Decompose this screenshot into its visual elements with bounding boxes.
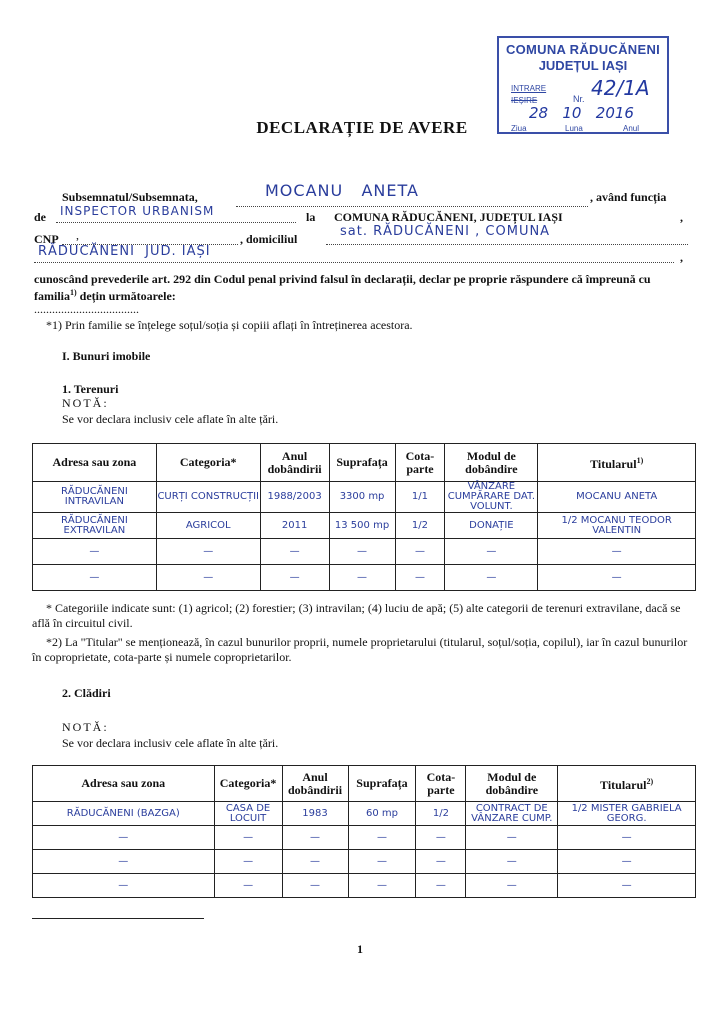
col-titular-sup: 2): [646, 777, 654, 786]
table-row: [33, 539, 696, 565]
table-cell: 1988/2003: [260, 482, 329, 513]
table-row: [33, 513, 696, 539]
footnote-rule: [32, 918, 204, 919]
table-cell: —: [282, 826, 348, 850]
table-cell: —: [445, 565, 538, 591]
la-label: la: [306, 210, 316, 224]
table-cell: —: [214, 874, 282, 898]
table-cell: VÂNZARE CUMPĂRARE DAT. VOLUNT.: [445, 482, 538, 513]
table-cell: —: [416, 850, 466, 874]
table-cell: CASA DE LOCUIT: [214, 802, 282, 826]
cladiri-heading: 2. Clădiri: [62, 686, 111, 700]
terenuri-table: [32, 443, 696, 591]
col-anul: Anul dobândirii: [282, 766, 348, 802]
table-cell: —: [466, 826, 558, 850]
table-cell: —: [395, 565, 445, 591]
table-cell: CURȚI CONSTRUCȚII: [156, 482, 260, 513]
table-row: [33, 565, 696, 591]
table-cell: 2011: [260, 513, 329, 539]
table-cell: 1/2: [416, 802, 466, 826]
stamp-nr-label: Nr.: [573, 94, 585, 104]
table-cell: —: [33, 826, 215, 850]
categories-note: * Categoriile indicate sunt: (1) agricol; (2) forestier; (3) intravilan; (4) luciu de apă; (5) alte categorii de terenuri extravilane, dacă se află în circuitul civil.: [32, 601, 681, 630]
section-1-heading: I. Bunuri imobile: [62, 349, 151, 363]
family-footnote: *1) Prin familie se înțelege soțul/soția și copiii aflați în întreținerea acestora.: [46, 318, 413, 332]
col-categoria: Categoria*: [156, 444, 260, 482]
comma-1: ,: [680, 210, 683, 224]
table-cell: —: [348, 850, 416, 874]
table-cell: DONAȚIE: [445, 513, 538, 539]
col-categoria: Categoria*: [214, 766, 282, 802]
statement-end: dețin următoarele:: [76, 289, 176, 303]
col-cota: Cota-parte: [395, 444, 445, 482]
cnp-value: ,: [76, 228, 79, 242]
col-modul: Modul de dobândire: [445, 444, 538, 482]
table-cell: —: [558, 850, 696, 874]
function-value: INSPECTOR URBANISM: [60, 204, 215, 218]
statement-sup: 1): [70, 288, 77, 297]
col-titular-sup: 1): [636, 456, 644, 465]
comma-2: ,: [680, 250, 683, 264]
cladiri-table: [32, 765, 696, 898]
function-label: , având funcția: [590, 190, 667, 204]
table-cell: RĂDUCĂNENI EXTRAVILAN: [33, 513, 157, 539]
table-cell: —: [538, 539, 696, 565]
table-cell: —: [156, 539, 260, 565]
table-cell: —: [558, 826, 696, 850]
terenuri-heading: 1. Terenuri: [62, 382, 119, 396]
table-cell: CONTRACT DE VÂNZARE CUMP.: [466, 802, 558, 826]
table-cell: —: [33, 874, 215, 898]
de-label: de: [34, 210, 46, 224]
col-cota: Cota-parte: [416, 766, 466, 802]
table-row: [33, 802, 696, 826]
address-line-1-rule: [326, 238, 688, 245]
cnp-label: CNP: [34, 232, 59, 246]
col-adresa: Adresa sau zona: [33, 766, 215, 802]
nota-1-text: Se vor declara inclusiv cele aflate în alte țări.: [62, 412, 279, 426]
col-modul: Modul de dobândire: [466, 766, 558, 802]
table-cell: —: [33, 850, 215, 874]
terenuri-header-row: [33, 444, 696, 482]
col-suprafata: Suprafața: [329, 444, 395, 482]
col-titular-label: Titularul: [600, 778, 647, 792]
col-suprafata: Suprafața: [348, 766, 416, 802]
table-cell: MOCANU ANETA: [538, 482, 696, 513]
table-cell: RĂDUCĂNENI (BAZGA): [33, 802, 215, 826]
institution: COMUNA RĂDUCĂNENI, JUDEȚUL IAȘI: [334, 210, 563, 224]
table-cell: —: [214, 826, 282, 850]
col-anul: Anul dobândirii: [260, 444, 329, 482]
table-cell: —: [156, 565, 260, 591]
intro-label: Subsemnatul/Subsemnata,: [62, 190, 198, 204]
page-number: 1: [357, 942, 363, 956]
col-titular: [538, 444, 696, 482]
col-titular-label: Titularul: [590, 457, 637, 471]
statement-main: cunoscând prevederile art. 292 din Codul penal privind falsul în declarații, declar pe proprie răspundere că împreună cu familia: [34, 272, 651, 303]
table-cell: 1983: [282, 802, 348, 826]
table-cell: —: [329, 565, 395, 591]
table-cell: —: [214, 850, 282, 874]
stamp-commune: COMUNA RĂDUCĂNENI: [505, 42, 661, 57]
table-cell: 1/2: [395, 513, 445, 539]
table-cell: —: [33, 565, 157, 591]
table-cell: —: [260, 565, 329, 591]
table-cell: —: [538, 565, 696, 591]
declarant-name: MOCANU ANETA: [265, 181, 419, 200]
stamp-iesire-label: IEȘIRE: [511, 96, 538, 105]
stamp-luna-label: Luna: [565, 124, 583, 133]
titular-note: *2) La "Titular" se menționează, în cazul bunurilor proprii, numele proprietarului (titularul, soțul/soția, copilul), iar în cazul bunurilor în coproprietate, cota-parte și numele coproprietarilor.: [32, 635, 688, 664]
stamp-date-value: 28 10 2016: [529, 104, 634, 122]
table-cell: —: [260, 539, 329, 565]
stamp-intrare-label: INTRARE: [511, 84, 547, 93]
table-cell: —: [33, 539, 157, 565]
domiciliu-label: , domiciliul: [240, 232, 298, 246]
nota-2-text: Se vor declara inclusiv cele aflate în alte țări.: [62, 736, 279, 750]
nota-1-label: NOTĂ:: [62, 396, 109, 410]
table-cell: —: [348, 874, 416, 898]
dots-line: ...................................: [34, 302, 139, 316]
table-cell: —: [558, 874, 696, 898]
stamp-anul-label: Anul: [623, 124, 640, 133]
table-cell: 3300 mp: [329, 482, 395, 513]
table-cell: —: [395, 539, 445, 565]
table-cell: —: [466, 874, 558, 898]
table-cell: AGRICOL: [156, 513, 260, 539]
stamp-ziua-label: Ziua: [511, 124, 527, 133]
address-line-2: RĂDUCĂNENI JUD. IAȘI: [38, 244, 211, 259]
page-title: DECLARAȚIE DE AVERE: [256, 118, 468, 137]
table-cell: —: [282, 874, 348, 898]
address-line-1: sat. RĂDUCĂNENI , COMUNA: [340, 224, 551, 239]
table-cell: 1/1: [395, 482, 445, 513]
table-cell: —: [348, 826, 416, 850]
table-cell: 13 500 mp: [329, 513, 395, 539]
table-row: [33, 826, 696, 850]
table-row: [33, 874, 696, 898]
table-cell: 1/2 MISTER GABRIELA GEORG.: [558, 802, 696, 826]
table-cell: RĂDUCĂNENI INTRAVILAN: [33, 482, 157, 513]
table-cell: 60 mp: [348, 802, 416, 826]
table-cell: 1/2 MOCANU TEODOR VALENTIN: [538, 513, 696, 539]
table-cell: —: [445, 539, 538, 565]
table-row: [33, 482, 696, 513]
stamp-county: JUDEȚUL IAȘI: [538, 58, 628, 73]
table-cell: —: [282, 850, 348, 874]
cladiri-header-row: [33, 766, 696, 802]
stamp-nr-value: 42/1A: [591, 76, 650, 100]
table-cell: —: [416, 874, 466, 898]
table-cell: —: [416, 826, 466, 850]
table-row: [33, 850, 696, 874]
statement-text: [34, 272, 690, 303]
col-titular: [558, 766, 696, 802]
col-adresa: Adresa sau zona: [33, 444, 157, 482]
nota-2-label: NOTĂ:: [62, 720, 109, 734]
table-cell: —: [329, 539, 395, 565]
table-cell: —: [466, 850, 558, 874]
